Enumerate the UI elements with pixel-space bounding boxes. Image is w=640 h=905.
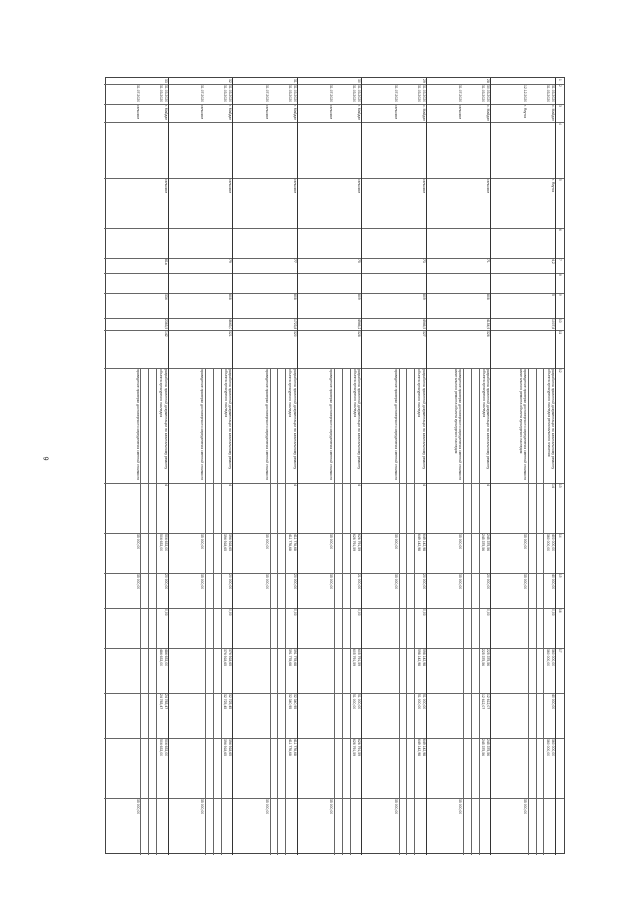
sub-row-divider — [471, 368, 472, 855]
amount-owner: 12 612,07 — [481, 694, 486, 710]
amount-owner: 12 612,07 — [486, 694, 491, 710]
column-header: 12 — [558, 369, 562, 373]
region: сельское — [458, 105, 463, 120]
sub-row-divider — [213, 368, 214, 855]
amount-budget: 20 000,00 — [292, 574, 297, 590]
total-area: 4946,2 — [357, 319, 362, 330]
amount-total: 400 000,00 — [551, 534, 555, 551]
sub-row-divider — [285, 368, 286, 855]
total-area: 1723,8 — [292, 319, 297, 330]
header-divider — [555, 78, 556, 855]
amount-total: 411 778,68 — [292, 534, 297, 551]
end-date: 31.03.2020 — [546, 85, 550, 102]
grid-column-line — [104, 293, 564, 294]
sub-row-divider — [350, 368, 351, 855]
amount-fund: 374 918,65 — [228, 649, 233, 666]
work-description: разработка проектной документации по капитальному ремонту объекта культурного наследия — [417, 369, 426, 470]
sub-row-divider — [407, 368, 408, 855]
line-count: 4 — [486, 484, 491, 486]
amount-fund: 374 918,65 — [223, 649, 228, 666]
check-cost-total: 35 000,00 — [458, 799, 463, 815]
amount-owner: 51 000,00 — [352, 694, 357, 710]
sub-row-divider — [528, 368, 529, 855]
plan-date: 31.07.2020 — [458, 85, 463, 102]
work-extra: проведение проверки достоверности определения сметной стоимости — [135, 369, 140, 481]
work-extra: проведение проверки достоверности определения сметной стоимости капитального ремонта объекта культурного наследия — [453, 369, 463, 481]
amount-fund: 360 000,00 — [551, 649, 555, 666]
check-cost-total: 35 000,00 — [393, 799, 398, 815]
object-code: 327 — [421, 331, 426, 337]
amount-sum: 626 791,59 — [352, 739, 357, 756]
amount-total: 394 918,65 — [223, 534, 228, 551]
amount-total: 626 791,59 — [352, 534, 357, 551]
total-area: 4154,9 — [486, 319, 491, 330]
sub-row-divider — [205, 368, 206, 855]
district: сельское — [357, 179, 362, 194]
start-date: 31.03.2020 — [357, 85, 362, 102]
amount-fund: 484 633,00 — [158, 649, 163, 666]
house-number: 79 — [228, 259, 233, 263]
settlement: с. Майдан — [421, 105, 426, 121]
start-date: 31.03.2020 — [228, 85, 233, 102]
work-extra: проведение проверки достоверности определения сметной стоимости — [200, 369, 205, 481]
amount-total: 411 778,68 — [287, 534, 292, 551]
amount-owner: 32 340,95 — [287, 694, 292, 710]
amount-owner: 51 000,00 — [416, 694, 421, 710]
region: г. Якутск — [522, 105, 527, 119]
column-header: 3 — [558, 105, 562, 107]
house-number: 71 — [486, 259, 491, 263]
region: сельское — [264, 105, 269, 120]
amount-owner: 32 725,45 — [228, 694, 233, 710]
line-count: 4 — [163, 484, 168, 486]
building-class: 5 — [551, 294, 555, 296]
building-class: 808 — [486, 294, 491, 300]
building-class: 809 — [357, 294, 362, 300]
grid-column-line — [104, 84, 564, 85]
grid-column-line — [104, 178, 564, 179]
object-code: 142 — [163, 331, 168, 337]
check-cost-budget: 35 000,00 — [200, 574, 205, 590]
amount-zero: 0,00 — [551, 609, 555, 616]
settlement: г. Майдан — [228, 105, 233, 121]
settlement: г. Майдан — [357, 105, 362, 121]
sub-row-divider — [334, 368, 335, 855]
sub-row-divider — [221, 368, 222, 855]
amount-sum: 504 633,00 — [158, 739, 163, 756]
house-number: 75 — [357, 259, 362, 263]
row-number: 33 — [163, 79, 168, 83]
sub-row-divider — [342, 368, 343, 855]
settlement: г. Майдан — [163, 105, 168, 121]
district: сельское — [421, 179, 426, 194]
work-description: разработка проектной документации по капитальному ремонту объекта культурного наследия — [159, 369, 168, 470]
amount-budget: 20 000,00 — [486, 574, 491, 590]
sub-row-divider — [543, 368, 544, 855]
amount-fund: 484 633,00 — [163, 649, 168, 666]
row-number: 32 — [228, 79, 233, 83]
amount-owner: 32 340,95 — [292, 694, 297, 710]
end-date: 31.03.2020 — [352, 85, 357, 102]
register-table — [105, 77, 565, 854]
district: сельское — [228, 179, 233, 194]
amount-sum: 360 000,00 — [551, 739, 555, 756]
check-cost: 35 000,00 — [329, 534, 334, 550]
sub-row-divider — [479, 368, 480, 855]
grid-column-line — [104, 258, 564, 259]
amount-owner: 24 783,47 — [158, 694, 163, 710]
line-count: 4 — [228, 484, 233, 486]
amount-zero: 0,00 — [228, 609, 233, 616]
house-number: 73 — [421, 259, 426, 263]
total-area: 4946,5 — [421, 319, 426, 330]
row-divider — [232, 78, 233, 855]
object-code: 320 — [292, 331, 297, 337]
line-count: 4 — [292, 484, 297, 486]
amount-sum: 394 918,65 — [223, 739, 228, 756]
amount-total: 649 142,98 — [416, 534, 421, 551]
check-cost-total: 35 000,00 — [200, 799, 205, 815]
amount-sum: 504 633,00 — [163, 739, 168, 756]
grid-column-line — [104, 273, 564, 274]
amount-sum: 360 000,00 — [546, 739, 550, 756]
total-area: 2363,5 — [163, 319, 168, 330]
amount-sum: 245 375,56 — [486, 739, 491, 756]
grid-column-line — [104, 122, 564, 123]
line-count: 4 — [421, 484, 426, 486]
row-number: 31 — [292, 79, 297, 83]
start-date: 30.03.2020 — [486, 85, 491, 102]
amount-sum: 626 791,59 — [357, 739, 362, 756]
column-header: 17 — [558, 649, 562, 653]
object-code: 321 — [228, 331, 233, 337]
plan-date: 12.12.2020 — [522, 85, 527, 102]
grid-column-line — [104, 104, 564, 105]
work-description: разработка проектной документации по капитальному ремонту объекта культурного наследия — [352, 369, 362, 470]
check-cost-total: 35 000,00 — [522, 799, 527, 815]
grid-column-line — [104, 228, 564, 229]
start-date: 31.03.2020 — [551, 85, 555, 102]
row-divider — [297, 78, 298, 855]
column-header: 2 — [558, 85, 562, 87]
column-header: 4 — [558, 123, 562, 125]
amount-owner: 24 783,47 — [163, 694, 168, 710]
start-date: 31.03.2020 — [163, 85, 168, 102]
column-header: 8 — [558, 274, 562, 276]
amount-owner: 51 000,00 — [357, 694, 362, 710]
amount-zero: 0,00 — [486, 609, 491, 616]
page-number: 6 — [43, 456, 51, 461]
end-date: 31.03.2020 — [158, 85, 163, 102]
check-cost: 35 000,00 — [522, 534, 527, 550]
amount-fund: 605 791,59 — [357, 649, 362, 666]
district: сельское — [292, 179, 297, 194]
check-cost: 35 000,00 — [264, 534, 269, 550]
amount-owner: 40 000,00 — [551, 694, 555, 710]
amount-total: 649 142,98 — [421, 534, 426, 551]
amount-fund: 225 375,56 — [481, 649, 486, 666]
plan-date: 31.07.2020 — [264, 85, 269, 102]
amount-budget: 20 000,00 — [228, 574, 233, 590]
row-divider — [490, 78, 491, 855]
check-cost-budget: 35 000,00 — [329, 574, 334, 590]
amount-fund: 598 142,98 — [421, 649, 426, 666]
plan-date: 31.07.2020 — [200, 85, 205, 102]
start-date: 31.03.2020 — [292, 85, 297, 102]
column-header: 10 — [558, 319, 562, 323]
region: сельское — [393, 105, 398, 120]
end-date: 31.03.2020 — [287, 85, 292, 102]
amount-fund: 225 375,56 — [486, 649, 491, 666]
amount-fund: 391 778,68 — [287, 649, 292, 666]
amount-budget: 20 000,00 — [163, 574, 168, 590]
amount-fund: 598 142,98 — [416, 649, 421, 666]
settlement: с. Майдан — [486, 105, 491, 121]
check-cost: 35 000,00 — [135, 534, 140, 550]
check-cost-budget: 35 000,00 — [135, 574, 140, 590]
check-cost: 35 000,00 — [458, 534, 463, 550]
sub-row-divider — [463, 368, 464, 855]
column-header: 6 — [558, 229, 562, 231]
check-cost-total: 35 000,00 — [264, 799, 269, 815]
check-cost: 35 000,00 — [393, 534, 398, 550]
amount-owner: 32 725,45 — [223, 694, 228, 710]
total-area: 4643,0 — [228, 319, 233, 330]
amount-total: 504 633,00 — [158, 534, 163, 551]
row-number: 28 — [486, 79, 491, 83]
district: сельское — [163, 179, 168, 194]
sub-row-divider — [414, 368, 415, 855]
work-description: разработка проектной документации по капитальному ремонту объекта культурного наследия регионального значения — [546, 369, 555, 470]
rotated-table — [105, 77, 565, 854]
end-date: 31.03.2020 — [481, 85, 486, 102]
house-number: 4,2 — [551, 259, 555, 264]
region: сельское — [329, 105, 334, 120]
amount-budget: 20 000,00 — [421, 574, 426, 590]
end-date: 31.03.2020 — [223, 85, 228, 102]
amount-budget: 40 000,00 — [551, 574, 555, 590]
amount-fund: 360 000,00 — [546, 649, 550, 666]
column-header: 1 — [558, 79, 562, 81]
check-cost-budget: 35 000,00 — [264, 574, 269, 590]
district: сельское — [486, 179, 491, 194]
amount-total: 394 918,65 — [228, 534, 233, 551]
sub-row-divider — [148, 368, 149, 855]
grid-column-line — [104, 330, 564, 331]
sub-row-divider — [536, 368, 537, 855]
amount-total: 504 633,00 — [163, 534, 168, 551]
object-code: 326 — [486, 331, 491, 337]
row-divider — [361, 78, 362, 855]
line-count: 4 — [357, 484, 362, 486]
amount-total: 360 000,00 — [546, 534, 550, 551]
amount-sum: 649 142,98 — [421, 739, 426, 756]
amount-sum: 411 778,68 — [287, 739, 292, 756]
amount-fund: 391 778,68 — [292, 649, 297, 666]
column-header: 16 — [558, 609, 562, 613]
region: сельское — [135, 105, 140, 120]
sub-row-divider — [140, 368, 141, 855]
plan-date: 31.07.2020 — [393, 85, 398, 102]
house-number: 81а — [163, 259, 168, 265]
district: г. Якутск — [551, 179, 555, 193]
settlement: с. Майдан — [551, 105, 555, 121]
column-header: 13 — [558, 484, 562, 488]
region: сельское — [200, 105, 205, 120]
check-cost: 35 000,00 — [200, 534, 205, 550]
column-header: 14 — [558, 534, 562, 538]
work-extra: проведение проверки достоверности определения сметной стоимости — [264, 369, 269, 481]
building-class: 808 — [292, 294, 297, 300]
row-divider — [168, 78, 169, 855]
amount-fund: 605 791,59 — [352, 649, 357, 666]
amount-zero: 0,00 — [421, 609, 426, 616]
object-code: 328 — [357, 331, 362, 337]
house-number: 77 — [292, 259, 297, 263]
work-extra: проведение проверки достоверности определения сметной стоимости капитального ремонта объекта культурного наследия — [518, 369, 527, 481]
check-cost-budget: 35 000,00 — [393, 574, 398, 590]
start-date: 31.03.2020 — [421, 85, 426, 102]
building-class: 808 — [228, 294, 233, 300]
plan-date: 31.07.2020 — [329, 85, 334, 102]
amount-total: 626 791,59 — [357, 534, 362, 551]
check-cost-total: 35 000,00 — [329, 799, 334, 815]
amount-sum: 411 778,68 — [292, 739, 297, 756]
column-header: 9 — [558, 294, 562, 296]
check-cost-total: 35 000,00 — [135, 799, 140, 815]
sub-row-divider — [156, 368, 157, 855]
amount-zero: 0,00 — [292, 609, 297, 616]
amount-sum: 649 142,98 — [416, 739, 421, 756]
grid-column-line — [104, 318, 564, 319]
work-description: разработка проектной документации по капитальному ремонту объекта культурного наследия — [223, 369, 233, 470]
plan-date: 31.07.2020 — [135, 85, 140, 102]
row-divider — [426, 78, 427, 855]
amount-sum: 245 375,56 — [481, 739, 486, 756]
settlement: г. Майдан — [292, 105, 297, 121]
check-cost-budget: 35 000,00 — [458, 574, 463, 590]
amount-owner: 51 000,00 — [421, 694, 426, 710]
amount-budget: 21 000,00 — [357, 574, 362, 590]
amount-total: 245 375,56 — [481, 534, 486, 551]
building-class: 809 — [421, 294, 426, 300]
amount-zero: 0,00 — [163, 609, 168, 616]
column-header: 5 — [558, 179, 562, 181]
column-header: 15 — [558, 574, 562, 578]
work-description: разработка проектной документации по капитальному ремонту объекта культурного наследия — [482, 369, 491, 470]
amount-total: 245 375,56 — [486, 534, 491, 551]
line-count: 14 — [551, 484, 555, 488]
sub-row-divider — [277, 368, 278, 855]
building-class: 334 — [163, 294, 168, 300]
work-extra: проведение проверки достоверности определения сметной стоимости — [329, 369, 334, 481]
column-header: 11 — [558, 331, 562, 335]
row-number: 29 — [421, 79, 426, 83]
total-area: 1007,8 — [551, 319, 555, 330]
check-cost-budget: 35 000,00 — [522, 574, 527, 590]
end-date: 31.03.2020 — [416, 85, 421, 102]
amount-zero: 0,00 — [357, 609, 362, 616]
row-number: 30 — [357, 79, 362, 83]
sub-row-divider — [270, 368, 271, 855]
work-description: разработка проектной документации по капитальному ремонту объекта культурного наследия — [288, 369, 297, 470]
column-header: 7 — [558, 259, 562, 261]
work-extra: проведение проверки достоверности определения сметной стоимости — [393, 369, 398, 481]
amount-sum: 394 918,65 — [228, 739, 233, 756]
sub-row-divider — [399, 368, 400, 855]
